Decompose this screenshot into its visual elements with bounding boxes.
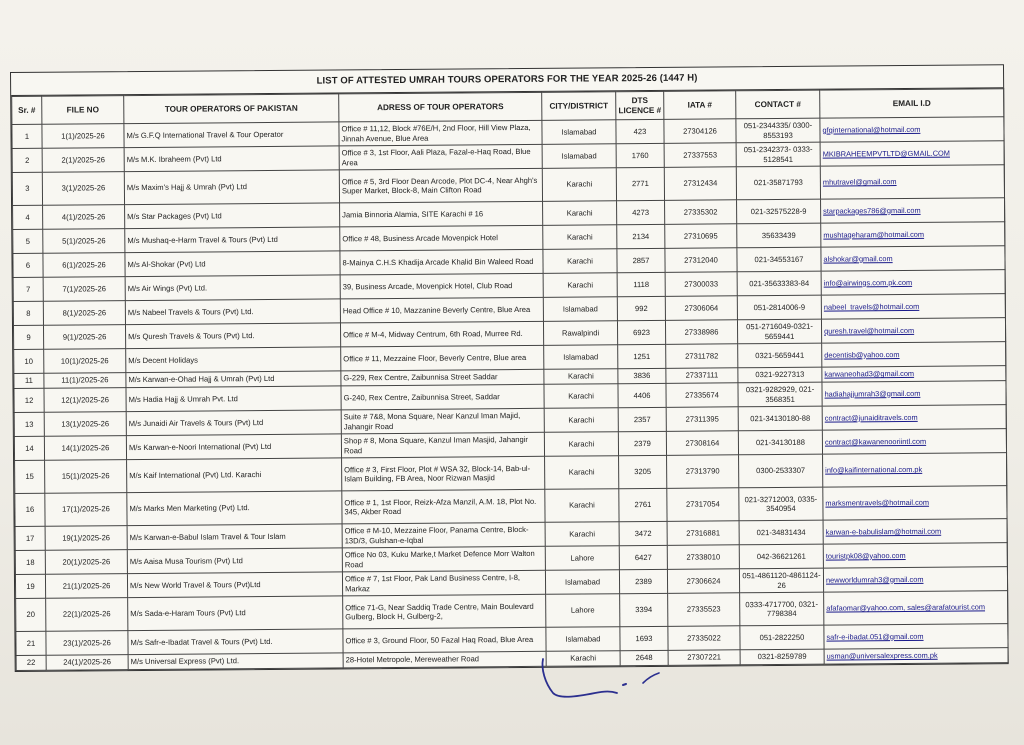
cell-operator: M/s Decent Holidays <box>126 347 341 373</box>
cell-email: gfqinternational@hotmail.com <box>820 117 1004 142</box>
cell-contact: 021-35633383-84 <box>737 271 821 296</box>
cell-email: starpackages786@gmail.com <box>821 198 1005 223</box>
cell-iata: 27337553 <box>664 143 736 168</box>
cell-sr: 12 <box>14 388 44 412</box>
cell-operator: M/s Maxim's Hajj & Umrah (Pvt) Ltd <box>124 170 339 205</box>
cell-city: Karachi <box>544 408 618 433</box>
cell-iata: 27338986 <box>665 320 737 345</box>
cell-iata: 27335674 <box>666 383 738 408</box>
cell-address: Office # 3, 1st Floor, Aali Plaza, Fazal-e-Haq Road, Blue Area <box>339 144 542 170</box>
col-header-iata: IATA # <box>664 91 736 120</box>
cell-iata: 27304126 <box>664 119 736 144</box>
cell-contact: 0333-4717700, 0321-7798384 <box>740 592 824 626</box>
cell-dts: 1118 <box>617 272 665 296</box>
cell-city: Lahore <box>545 546 619 571</box>
cell-dts: 2857 <box>617 248 665 272</box>
cell-dts: 992 <box>617 296 665 320</box>
col-header-contact: CONTACT # <box>736 90 820 119</box>
cell-contact: 0321-9227313 <box>738 367 822 383</box>
cell-address: Office # 5, 3rd Floor Dean Arcode, Plot DC-4, Near Ahgh's Super Market, Block-8, Main Clifton Road <box>339 168 542 203</box>
cell-file-no: 6(1)/2025-26 <box>43 253 125 278</box>
cell-sr: 11 <box>14 373 44 388</box>
cell-address: G-229, Rex Centre, Zaibunnisa Street Saddar <box>341 369 544 386</box>
cell-operator: M/s Universal Express (Pvt) Ltd. <box>128 653 343 670</box>
cell-email: MKIBRAHEEMPVTLTD@GMAIL.COM <box>820 141 1004 166</box>
cell-contact: 021-34831434 <box>739 520 823 545</box>
cell-dts: 2389 <box>619 569 667 593</box>
cell-address: Office # 7, 1st Floor, Pak Land Business Centre, I-8, Markaz <box>342 570 545 596</box>
cell-file-no: 3(1)/2025-26 <box>42 172 124 206</box>
cell-email: decentisb@yahoo.com <box>822 342 1006 367</box>
cell-contact: 042-36621261 <box>739 544 823 569</box>
cell-address: Office # 1, 1st Floor, Reizk-Afza Manzil, A.M. 18, Plot No. 345, Akber Road <box>342 489 545 524</box>
attested-operators-list <box>10 64 1009 672</box>
cell-iata: 27313790 <box>667 455 739 489</box>
cell-email: mhutravel@gmail.com <box>820 165 1004 199</box>
cell-iata: 27338010 <box>667 545 739 570</box>
cell-email: newworldumrah3@gmail.com <box>823 567 1007 592</box>
cell-file-no: 14(1)/2025-26 <box>44 436 126 461</box>
document-title: LIST OF ATTESTED UMRAH TOURS OPERATORS FOR THE YEAR 2025-26 (1447 H) <box>11 65 1003 96</box>
cell-iata: 27316881 <box>667 521 739 546</box>
cell-file-no: 1(1)/2025-26 <box>42 124 124 149</box>
cell-city: Karachi <box>543 273 617 298</box>
cell-contact: 051-2822250 <box>740 625 824 650</box>
cell-email: mushtaqeharam@hotmail.com <box>821 222 1005 247</box>
cell-email: karwan-e-babulislam@hotmail.com <box>823 519 1007 544</box>
cell-address: Suite # 7&8, Mona Square, Near Kanzul Iman Majid, Jahangir Road <box>341 408 544 434</box>
cell-dts: 3472 <box>619 521 667 545</box>
cell-city: Karachi <box>543 201 617 226</box>
col-header-email: EMAIL I.D <box>820 89 1004 118</box>
cell-file-no: 10(1)/2025-26 <box>44 349 126 374</box>
cell-sr: 13 <box>14 412 44 436</box>
cell-address: 39, Business Arcade, Movenpick Hotel, Club Road <box>340 273 543 299</box>
cell-address: Jamia Binnoria Alamia, SITE Karachi # 16 <box>340 201 543 227</box>
cell-operator: M/s Star Packages (Pvt) Ltd <box>125 203 340 229</box>
cell-city: Islamabad <box>542 144 616 169</box>
cell-iata: 27306064 <box>665 296 737 321</box>
cell-contact: 0321-8259789 <box>740 649 824 665</box>
cell-sr: 7 <box>13 277 43 301</box>
cell-operator: M/s Air Wings (Pvt) Ltd. <box>125 275 340 301</box>
cell-operator: M/s Hadia Hajj & Umrah Pvt. Ltd <box>126 386 341 412</box>
cell-sr: 10 <box>14 349 44 373</box>
cell-dts: 4273 <box>617 200 665 224</box>
cell-sr: 21 <box>16 631 46 655</box>
cell-file-no: 15(1)/2025-26 <box>45 460 127 494</box>
cell-email: afafaomar@yahoo.com, sales@arafatourist.com <box>824 591 1008 625</box>
cell-city: Karachi <box>546 651 620 667</box>
cell-sr: 5 <box>13 229 43 253</box>
cell-iata: 27308164 <box>666 431 738 456</box>
cell-contact: 0321-9282929, 021-3568351 <box>738 382 822 407</box>
cell-address: Office # 48, Business Arcade Movenpick Hotel <box>340 225 543 251</box>
cell-file-no: 5(1)/2025-26 <box>43 229 125 254</box>
cell-city: Karachi <box>545 489 619 523</box>
col-header-dts: DTS LICENCE # <box>616 91 664 119</box>
cell-file-no: 7(1)/2025-26 <box>43 277 125 302</box>
cell-city: Islamabad <box>543 297 617 322</box>
cell-email: nabeel_travels@hotmail.com <box>821 294 1005 319</box>
cell-contact: 0300-2533307 <box>739 454 823 488</box>
cell-iata: 27335523 <box>668 593 740 627</box>
cell-dts: 423 <box>616 119 664 143</box>
cell-contact: 021-34130180-88 <box>738 406 822 431</box>
cell-city: Rawalpindi <box>543 321 617 346</box>
cell-contact: 021-32575228-9 <box>737 199 821 224</box>
cell-sr: 3 <box>12 172 42 205</box>
cell-dts: 6923 <box>617 320 665 344</box>
cell-contact: 051-2716049-0321-5659441 <box>737 319 821 344</box>
cell-city: Lahore <box>546 594 620 628</box>
cell-address: Office # 3, Ground Floor, 50 Fazal Haq Road, Blue Area <box>343 627 546 653</box>
cell-city: Karachi <box>542 168 616 202</box>
signature-mark <box>535 655 665 705</box>
cell-sr: 17 <box>15 526 45 550</box>
cell-dts: 2771 <box>616 167 664 200</box>
cell-file-no: 12(1)/2025-26 <box>44 388 126 413</box>
cell-operator: M/s Marks Men Marketing (Pvt) Ltd. <box>127 491 342 526</box>
cell-email: info@kaifinternational.com.pk <box>823 453 1007 487</box>
cell-sr: 2 <box>12 148 42 172</box>
cell-email: contract@kawanenooriintl.com <box>822 429 1006 454</box>
cell-file-no: 8(1)/2025-26 <box>43 301 125 326</box>
cell-operator: M/s Kaif International (Pvt) Ltd. Karachi <box>127 458 342 493</box>
cell-dts: 3836 <box>618 368 666 383</box>
cell-city: Islamabad <box>542 120 616 145</box>
cell-dts: 2357 <box>618 407 666 431</box>
cell-file-no: 21(1)/2025-26 <box>45 574 127 599</box>
cell-dts: 6427 <box>619 545 667 569</box>
cell-contact: 051-2814006-9 <box>737 295 821 320</box>
cell-dts: 2379 <box>618 431 666 455</box>
cell-dts: 1760 <box>616 143 664 167</box>
col-header-address: ADRESS OF TOUR OPERATORS <box>339 92 542 122</box>
cell-sr: 20 <box>16 598 46 631</box>
cell-email: marksmentravels@hotmail.com <box>823 486 1007 520</box>
cell-iata: 27337111 <box>666 368 738 384</box>
cell-dts: 2761 <box>619 488 667 521</box>
cell-operator: M/s Junaidi Air Travels & Tours (Pvt) Ltd <box>126 410 341 436</box>
cell-email: hadiahajjumrah3@gmail.com <box>822 381 1006 406</box>
cell-address: Office # 11,12, Block #76E/H, 2nd Floor, Hill View Plaza, Jinnah Avenue, Blue Area <box>339 120 542 146</box>
cell-sr: 8 <box>13 301 43 325</box>
cell-iata: 27300033 <box>665 272 737 297</box>
cell-email: touristpk08@yahoo.com <box>823 543 1007 568</box>
cell-iata: 27312434 <box>664 167 736 201</box>
cell-operator: M/s New World Travel & Tours (Pvt)Ltd <box>127 572 342 598</box>
cell-city: Karachi <box>544 432 618 457</box>
cell-operator: M/s G.F.Q International Travel & Tour Operator <box>124 122 339 148</box>
cell-email: alshokar@gmail.com <box>821 246 1005 271</box>
cell-operator: M/s Karwan-e-Ohad Hajj & Umrah (Pvt) Ltd <box>126 371 341 388</box>
cell-iata: 27310695 <box>665 224 737 249</box>
cell-iata: 27311782 <box>666 344 738 369</box>
cell-file-no: 24(1)/2025-26 <box>46 655 128 671</box>
cell-email: info@airwings.com.pk.com <box>821 270 1005 295</box>
cell-address: 8-Mainya C.H.S Khadija Arcade Khalid Bin Waleed Road <box>340 249 543 275</box>
cell-contact: 051-2342373- 0333-5128541 <box>736 142 820 167</box>
cell-address: Head Office # 10, Mazzanine Beverly Centre, Blue Area <box>340 297 543 323</box>
cell-file-no: 4(1)/2025-26 <box>43 205 125 230</box>
cell-address: Shop # 8, Mona Square, Kanzul Iman Masjid, Jahangir Road <box>341 432 544 458</box>
cell-city: Karachi <box>544 369 618 385</box>
cell-sr: 22 <box>16 655 46 670</box>
cell-operator: M/s Sada-e-Haram Tours (Pvt) Ltd <box>128 596 343 631</box>
cell-address: G-240, Rex Centre, Zaibunnisa Street, Saddar <box>341 384 544 410</box>
cell-file-no: 19(1)/2025-26 <box>45 526 127 551</box>
cell-iata: 27317054 <box>667 488 739 522</box>
cell-city: Islamabad <box>546 627 620 652</box>
cell-file-no: 17(1)/2025-26 <box>45 493 127 527</box>
cell-iata: 27306624 <box>667 569 739 594</box>
cell-iata: 27335302 <box>665 200 737 225</box>
cell-city: Karachi <box>545 456 619 490</box>
cell-address: Office 71-G, Near Saddiq Trade Centre, Main Boulevard Gulberg, Block H, Gulberg-2, <box>343 594 546 629</box>
cell-operator: M/s Al-Shokar (Pvt) Ltd <box>125 251 340 277</box>
cell-address: Office No 03, Kuku Marke,t Market Defence Morr Walton Road <box>342 546 545 572</box>
cell-address: 28-Hotel Metropole, Mereweather Road <box>343 651 546 668</box>
cell-contact: 021-34553167 <box>737 247 821 272</box>
cell-dts: 3394 <box>620 593 668 626</box>
cell-file-no: 13(1)/2025-26 <box>44 412 126 437</box>
cell-file-no: 23(1)/2025-26 <box>46 631 128 656</box>
col-header-city: CITY/DISTRICT <box>542 92 616 121</box>
cell-contact: 021-32712003, 0335-3540954 <box>739 487 823 521</box>
cell-operator: M/s Mushaq-e-Harm Travel & Tours (Pvt) Ltd <box>125 227 340 253</box>
cell-operator: M/s Karwan-e-Babul Islam Travel & Tour Islam <box>127 524 342 550</box>
cell-sr: 9 <box>13 325 43 349</box>
cell-email: karwaneohad3@gmail.com <box>822 366 1006 382</box>
cell-operator: M/s Quresh Travels & Tours (Pvt) Ltd. <box>125 323 340 349</box>
cell-operator: M/s Safr-e-Ibadat Travel & Tours (Pvt) Ltd. <box>128 629 343 655</box>
cell-file-no: 2(1)/2025-26 <box>42 148 124 173</box>
cell-dts: 1693 <box>620 626 668 650</box>
cell-sr: 1 <box>12 124 42 148</box>
cell-address: Office # 11, Mezzaine Floor, Beverly Centre, Blue area <box>341 345 544 371</box>
cell-city: Karachi <box>545 522 619 547</box>
cell-city: Karachi <box>543 249 617 274</box>
cell-file-no: 22(1)/2025-26 <box>46 598 128 632</box>
cell-address: Office # 3, First Floor, Plot # WSA 32, Block-14, Bab-ul-Islam Building, FB Area, Noor Rizwan Masjid <box>342 456 545 491</box>
cell-operator: M/s Karwan-e-Noori International (Pvt) Ltd <box>126 434 341 460</box>
cell-sr: 14 <box>14 436 44 460</box>
cell-file-no: 9(1)/2025-26 <box>43 325 125 350</box>
cell-email: contract@junaiditravels.com <box>822 405 1006 430</box>
cell-contact: 021-35871793 <box>736 166 820 200</box>
cell-file-no: 20(1)/2025-26 <box>45 550 127 575</box>
cell-city: Karachi <box>543 225 617 250</box>
col-header-file-no: FILE NO <box>42 96 124 125</box>
cell-dts: 2134 <box>617 224 665 248</box>
cell-dts: 3205 <box>619 455 667 488</box>
cell-address: Office # M-10, Mezzaine Floor, Panama Centre, Block-13D/3, Gulshan-e-Iqbal <box>342 522 545 548</box>
cell-sr: 16 <box>15 493 45 526</box>
cell-iata: 27307221 <box>668 650 740 666</box>
cell-iata: 27335022 <box>668 626 740 651</box>
cell-city: Karachi <box>544 384 618 409</box>
cell-file-no: 11(1)/2025-26 <box>44 373 126 389</box>
cell-iata: 27312040 <box>665 248 737 273</box>
cell-dts: 4406 <box>618 383 666 407</box>
cell-operator: M/s Aaisa Musa Tourism (Pvt) Ltd <box>127 548 342 574</box>
cell-iata: 27311395 <box>666 407 738 432</box>
cell-dts: 1251 <box>618 344 666 368</box>
cell-dts: 2648 <box>620 650 668 665</box>
operators-table <box>11 88 1008 671</box>
cell-contact: 021-34130188 <box>738 430 822 455</box>
cell-city: Islamabad <box>545 570 619 595</box>
col-header-operator: TOUR OPERATORS OF PAKISTAN <box>124 94 339 124</box>
cell-email: safr-e-ibadat.051@gmail.com <box>824 624 1008 649</box>
cell-email: usman@universalexpress.com.pk <box>824 648 1008 664</box>
cell-sr: 4 <box>13 205 43 229</box>
cell-city: Islamabad <box>544 345 618 370</box>
cell-sr: 6 <box>13 253 43 277</box>
cell-sr: 15 <box>15 460 45 493</box>
cell-operator: M/s M.K. Ibraheem (Pvt) Ltd <box>124 146 339 172</box>
cell-sr: 19 <box>15 574 45 598</box>
cell-email: quresh.travel@hotmail.com <box>821 318 1005 343</box>
col-header-sr: Sr. # <box>12 96 42 124</box>
cell-contact: 051-4861120-4861124-26 <box>739 568 823 593</box>
cell-sr: 18 <box>15 550 45 574</box>
cell-address: Office # M-4, Midway Centrum, 6th Road, Murree Rd. <box>340 321 543 347</box>
cell-contact: 051-2344335/ 0300-8553193 <box>736 118 820 143</box>
cell-contact: 0321-5659441 <box>738 343 822 368</box>
cell-operator: M/s Nabeel Travels & Tours (Pvt) Ltd. <box>125 299 340 325</box>
cell-contact: 35633439 <box>737 223 821 248</box>
